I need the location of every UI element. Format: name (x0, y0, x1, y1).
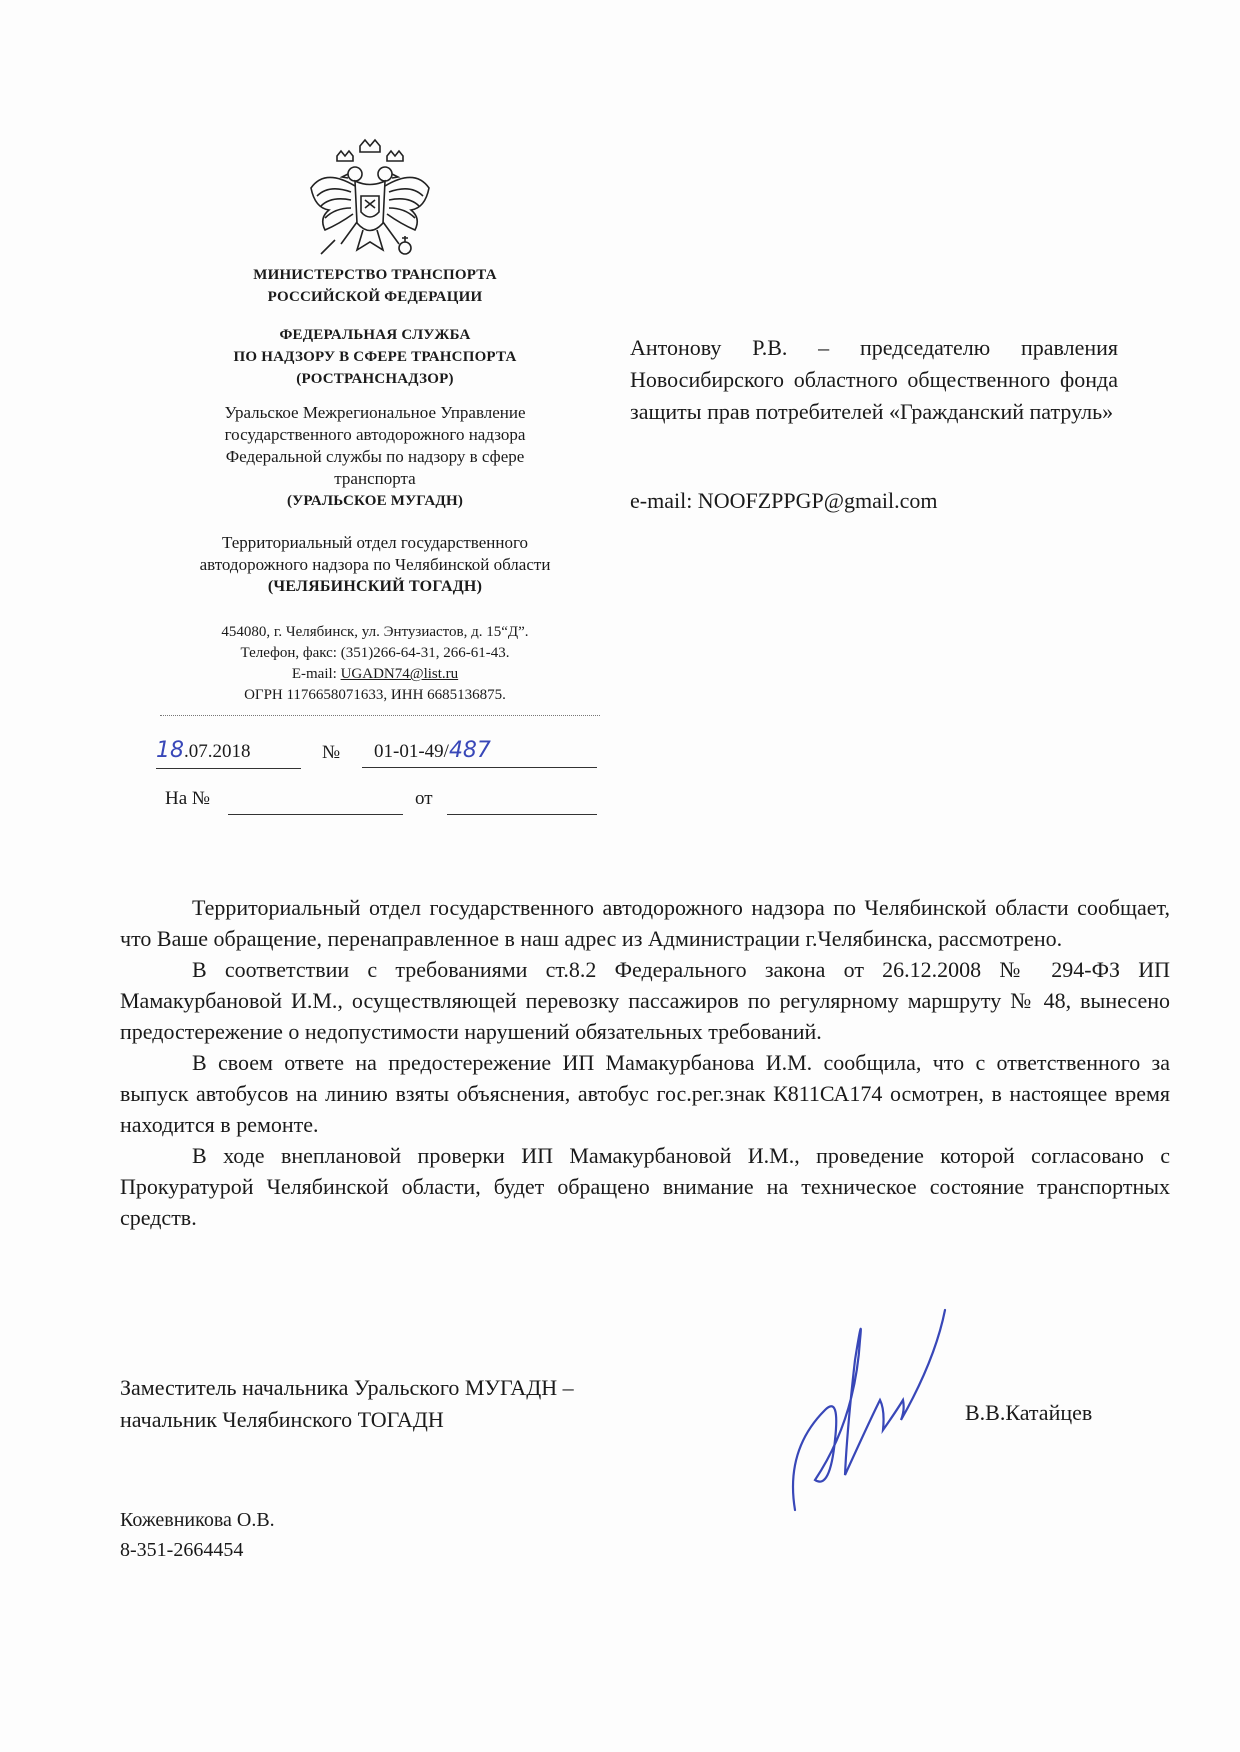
body-paragraph: В соответствии с требованиями ст.8.2 Федерального закона от 26.12.2008 № 294-ФЗ ИП Мамакурбановой И.М., осуществляющей перевозку пассажиров по регулярному маршруту № 48, вынесено предостережение о недопустимости нарушений обязательных требований. (120, 957, 1170, 1044)
outgoing-number (362, 738, 597, 768)
territorial-line: Территориальный отдел государственного (222, 533, 528, 552)
executor-phone: 8-351-2664454 (120, 1539, 244, 1561)
addressee-email: e-mail: NOOFZPPGP@gmail.com (630, 488, 938, 513)
number-sign: № (322, 742, 341, 763)
executor-name: Кожевникова О.В. (120, 1509, 275, 1531)
date-printed: .07.2018 (184, 741, 251, 762)
territorial-line: автодорожного надзора по Челябинской области (199, 555, 551, 574)
service-line: ФЕДЕРАЛЬНАЯ СЛУЖБА (279, 327, 471, 343)
ministry-line: РОССИЙСКОЙ ФЕДЕРАЦИИ (267, 289, 483, 305)
date-handwritten: 18 (156, 738, 184, 763)
position-line: Заместитель начальника Уральского МУГАДН – (120, 1375, 574, 1400)
reference-number-blank (228, 790, 403, 815)
coat-of-arms-icon (305, 138, 435, 268)
ministry-header (140, 264, 610, 308)
ogrn-inn: ОГРН 1176658071633, ИНН 6685136875. (244, 687, 506, 703)
number-handwritten: 487 (448, 738, 491, 763)
position-line: начальник Челябинского ТОГАДН (120, 1407, 444, 1432)
body-paragraph: В своем ответе на предостережение ИП Мамакурбанова И.М. сообщила, что с ответственного за выпуск автобусов на линию взяты объяснения, автобус гос.рег.знак К811СА174 осмотрен, в настоящее время находится в ремонте. (120, 1050, 1170, 1137)
service-line: ПО НАДЗОРУ В СФЕРЕ ТРАНСПОРТА (233, 349, 517, 365)
body-paragraph: В ходе внеплановой проверки ИП Мамакурбановой И.М., проведение которой согласовано с Прокуратурой Челябинской области, будет обращено внимание на техническое состояние транспортных средств. (120, 1143, 1170, 1230)
territorial-header (140, 532, 610, 598)
regional-line: Федеральной службы по надзору в сфере (225, 447, 525, 466)
email-line (150, 664, 600, 685)
regional-line: Уральское Межрегиональное Управление (224, 403, 526, 422)
body-paragraph: Территориальный отдел государственного автодорожного надзора по Челябинской области сообщает, что Ваше обращение, перенаправленное в наш адрес из Администрации г.Челябинска, рассмотрено. (120, 895, 1170, 951)
postal-address: 454080, г. Челябинск, ул. Энтузиастов, д. 15“Д”. (221, 624, 529, 640)
regional-line: государственного автодорожного надзора (224, 425, 526, 444)
phone-fax: Телефон, факс: (351)266-64-31, 266-61-43. (240, 645, 510, 661)
service-line: (РОСТРАНСНАДЗОР) (296, 371, 454, 387)
ministry-line: МИНИСТЕРСТВО ТРАНСПОРТА (253, 267, 497, 283)
outgoing-date (156, 738, 301, 769)
reference-date-blank (447, 790, 597, 815)
email-prefix: E-mail: (291, 666, 341, 682)
number-printed: 01-01-49/ (374, 741, 449, 762)
reference-date-label: от (415, 788, 433, 809)
contact-block (150, 622, 600, 706)
addressee: Антонову Р.В. – председателю правления Новосибирского областного общественного фонда защиты прав потребителей «Гражданский патруль» (630, 335, 1118, 424)
signer-position (120, 1372, 574, 1436)
handwritten-signature (785, 1300, 955, 1530)
executor-block (120, 1505, 275, 1565)
letter-body (120, 892, 1170, 1233)
reference-number-label: На № (165, 788, 211, 809)
signer-name: В.В.Катайцев (965, 1400, 1093, 1425)
regional-short-name: (УРАЛЬСКОЕ МУГАДН) (286, 493, 464, 509)
territorial-short-name: (ЧЕЛЯБИНСКИЙ ТОГАДН) (267, 578, 483, 595)
regional-header (140, 402, 610, 512)
divider (160, 715, 600, 716)
regional-line: транспорта (334, 469, 416, 488)
service-header (140, 324, 610, 390)
email-link[interactable]: UGADN74@list.ru (340, 666, 459, 682)
